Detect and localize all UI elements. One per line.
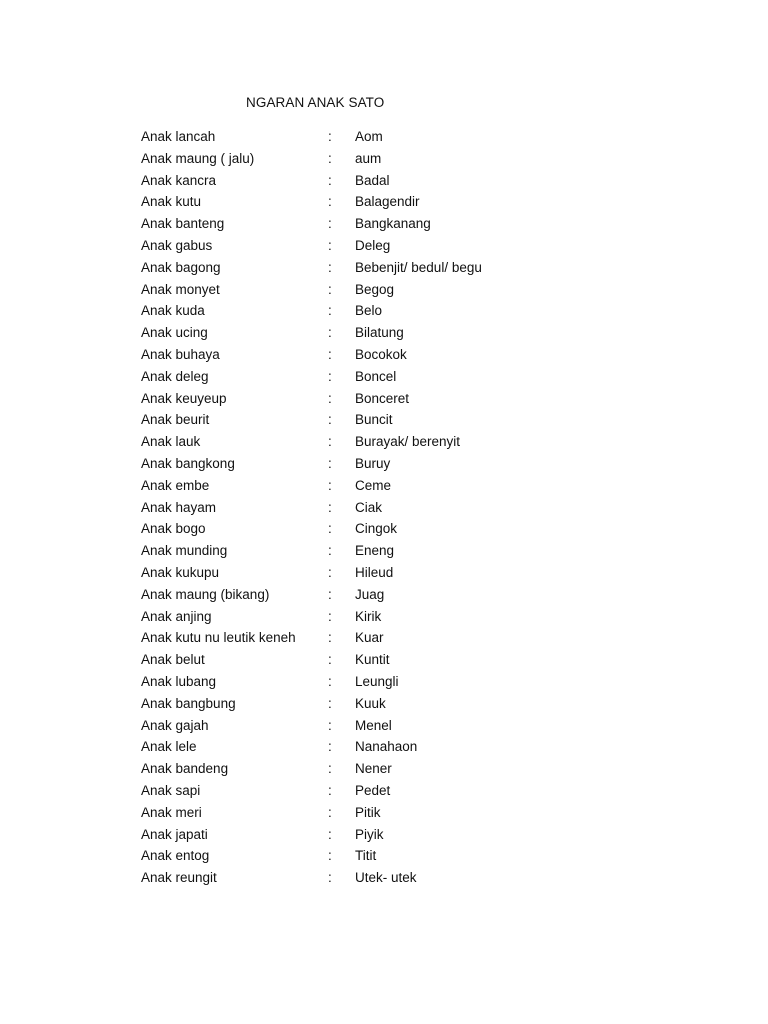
young-name: Ciak — [355, 499, 383, 515]
animal-name: Anak ucing — [141, 325, 208, 341]
separator-colon: : — [328, 586, 332, 602]
animal-name: Anak bagong — [141, 259, 221, 275]
list-item — [0, 411, 768, 433]
separator-colon: : — [328, 630, 332, 646]
young-name: Eneng — [355, 543, 395, 559]
young-name: Balagendir — [355, 194, 420, 210]
animal-name: Anak lele — [141, 739, 197, 755]
animal-name: Anak gajah — [141, 717, 209, 733]
list-item — [0, 455, 768, 477]
separator-colon: : — [328, 412, 332, 428]
young-name: Bonceret — [355, 390, 410, 406]
young-name: Nener — [355, 761, 392, 777]
animal-name: Anak deleg — [141, 368, 209, 384]
young-name: Pedet — [355, 782, 391, 798]
young-name: Bilatung — [355, 325, 404, 341]
list-item — [0, 542, 768, 564]
list-item — [0, 281, 768, 303]
separator-colon: : — [328, 717, 332, 733]
young-name: Aom — [355, 129, 383, 144]
separator-colon: : — [328, 782, 332, 798]
list-item — [0, 346, 768, 368]
separator-colon: : — [328, 804, 332, 820]
separator-colon: : — [328, 368, 332, 384]
separator-colon: : — [328, 281, 332, 297]
separator-colon: : — [328, 695, 332, 711]
animal-name: Anak beurit — [141, 412, 210, 428]
list-item — [0, 651, 768, 673]
animal-name: Anak lauk — [141, 434, 201, 450]
animal-name: Anak bangkong — [141, 455, 235, 471]
list-item — [0, 172, 768, 194]
young-name: Badal — [355, 172, 390, 188]
list-item — [0, 324, 768, 346]
separator-colon: : — [328, 390, 332, 406]
separator-colon: : — [328, 564, 332, 580]
separator-colon: : — [328, 499, 332, 515]
separator-colon: : — [328, 325, 332, 341]
separator-colon: : — [328, 129, 332, 144]
young-name: aum — [355, 150, 382, 166]
animal-name: Anak japati — [141, 826, 208, 842]
animal-name: Anak maung ( jalu) — [141, 150, 255, 166]
list-item — [0, 390, 768, 412]
animal-name: Anak lubang — [141, 673, 217, 689]
separator-colon: : — [328, 826, 332, 842]
separator-colon: : — [328, 172, 332, 188]
young-name: Bocokok — [355, 346, 407, 362]
young-name: Pitik — [355, 804, 381, 820]
animal-name: Anak banteng — [141, 216, 225, 232]
animal-name: Anak kuda — [141, 303, 205, 319]
separator-colon: : — [328, 608, 332, 624]
list-item — [0, 695, 768, 717]
list-item — [0, 215, 768, 237]
list-item — [0, 869, 768, 891]
list-item — [0, 760, 768, 782]
list-item — [0, 237, 768, 259]
animal-name: Anak bandeng — [141, 761, 229, 777]
separator-colon: : — [328, 303, 332, 319]
animal-name: Anak embe — [141, 477, 210, 493]
animal-name: Anak buhaya — [141, 346, 220, 362]
young-name: Menel — [355, 717, 392, 733]
young-name: Utek- utek — [355, 870, 417, 886]
separator-colon: : — [328, 455, 332, 471]
separator-colon: : — [328, 652, 332, 668]
young-name: Kuntit — [355, 652, 390, 668]
young-name: Piyik — [355, 826, 384, 842]
animal-name: Anak sapi — [141, 782, 201, 798]
young-name: Belo — [355, 303, 383, 319]
young-name: Nanahaon — [355, 739, 418, 755]
separator-colon: : — [328, 216, 332, 232]
animal-name: Anak meri — [141, 804, 202, 820]
list-item — [0, 847, 768, 869]
animal-name: Anak bangbung — [141, 695, 236, 711]
list-item — [0, 193, 768, 215]
list-item — [0, 150, 768, 172]
list-item — [0, 673, 768, 695]
separator-colon: : — [328, 194, 332, 210]
separator-colon: : — [328, 673, 332, 689]
list-item — [0, 629, 768, 651]
animal-name: Anak lancah — [141, 129, 216, 144]
animal-name: Anak monyet — [141, 281, 220, 297]
separator-colon: : — [328, 739, 332, 755]
young-name: Buruy — [355, 455, 391, 471]
separator-colon: : — [328, 237, 332, 253]
young-name: Begog — [355, 281, 395, 297]
young-name: Kuar — [355, 630, 384, 646]
animal-young-list — [0, 128, 768, 891]
list-item — [0, 782, 768, 804]
young-name: Leungli — [355, 673, 399, 689]
animal-name: Anak reungit — [141, 870, 217, 886]
animal-name: Anak kutu — [141, 194, 202, 210]
young-name: Boncel — [355, 368, 397, 384]
separator-colon: : — [328, 477, 332, 493]
young-name: Kuuk — [355, 695, 386, 711]
list-item — [0, 608, 768, 630]
young-name: Ceme — [355, 477, 392, 493]
young-name: Kirik — [355, 608, 382, 624]
list-item — [0, 477, 768, 499]
list-item — [0, 302, 768, 324]
list-item — [0, 259, 768, 281]
young-name: Cingok — [355, 521, 398, 537]
separator-colon: : — [328, 521, 332, 537]
animal-name: Anak kutu nu leutik keneh — [141, 630, 296, 646]
young-name: Buncit — [355, 412, 393, 428]
young-name: Bebenjit/ bedul/ begu — [355, 259, 482, 275]
list-item — [0, 433, 768, 455]
list-item — [0, 520, 768, 542]
animal-name: Anak keuyeup — [141, 390, 227, 406]
animal-name: Anak entog — [141, 848, 210, 864]
young-name: Hileud — [355, 564, 394, 580]
list-item — [0, 826, 768, 848]
animal-name: Anak kukupu — [141, 564, 220, 580]
separator-colon: : — [328, 761, 332, 777]
list-item — [0, 586, 768, 608]
separator-colon: : — [328, 870, 332, 886]
separator-colon: : — [328, 259, 332, 275]
list-item — [0, 738, 768, 760]
separator-colon: : — [328, 434, 332, 450]
list-item — [0, 368, 768, 390]
page-title: NGARAN ANAK SATO — [246, 95, 385, 110]
animal-name: Anak munding — [141, 543, 228, 559]
separator-colon: : — [328, 543, 332, 559]
animal-name: Anak kancra — [141, 172, 217, 188]
separator-colon: : — [328, 848, 332, 864]
separator-colon: : — [328, 346, 332, 362]
list-item — [0, 564, 768, 586]
young-name: Burayak/ berenyit — [355, 434, 461, 450]
animal-name: Anak belut — [141, 652, 205, 668]
separator-colon: : — [328, 150, 332, 166]
animal-name: Anak anjing — [141, 608, 212, 624]
young-name: Titit — [355, 848, 377, 864]
young-name: Deleg — [355, 237, 391, 253]
list-item — [0, 128, 768, 150]
list-item — [0, 717, 768, 739]
animal-name: Anak hayam — [141, 499, 217, 515]
animal-name: Anak bogo — [141, 521, 206, 537]
animal-name: Anak gabus — [141, 237, 213, 253]
list-item — [0, 804, 768, 826]
young-name: Bangkanang — [355, 216, 431, 232]
animal-name: Anak maung (bikang) — [141, 586, 270, 602]
young-name: Juag — [355, 586, 385, 602]
list-item — [0, 499, 768, 521]
